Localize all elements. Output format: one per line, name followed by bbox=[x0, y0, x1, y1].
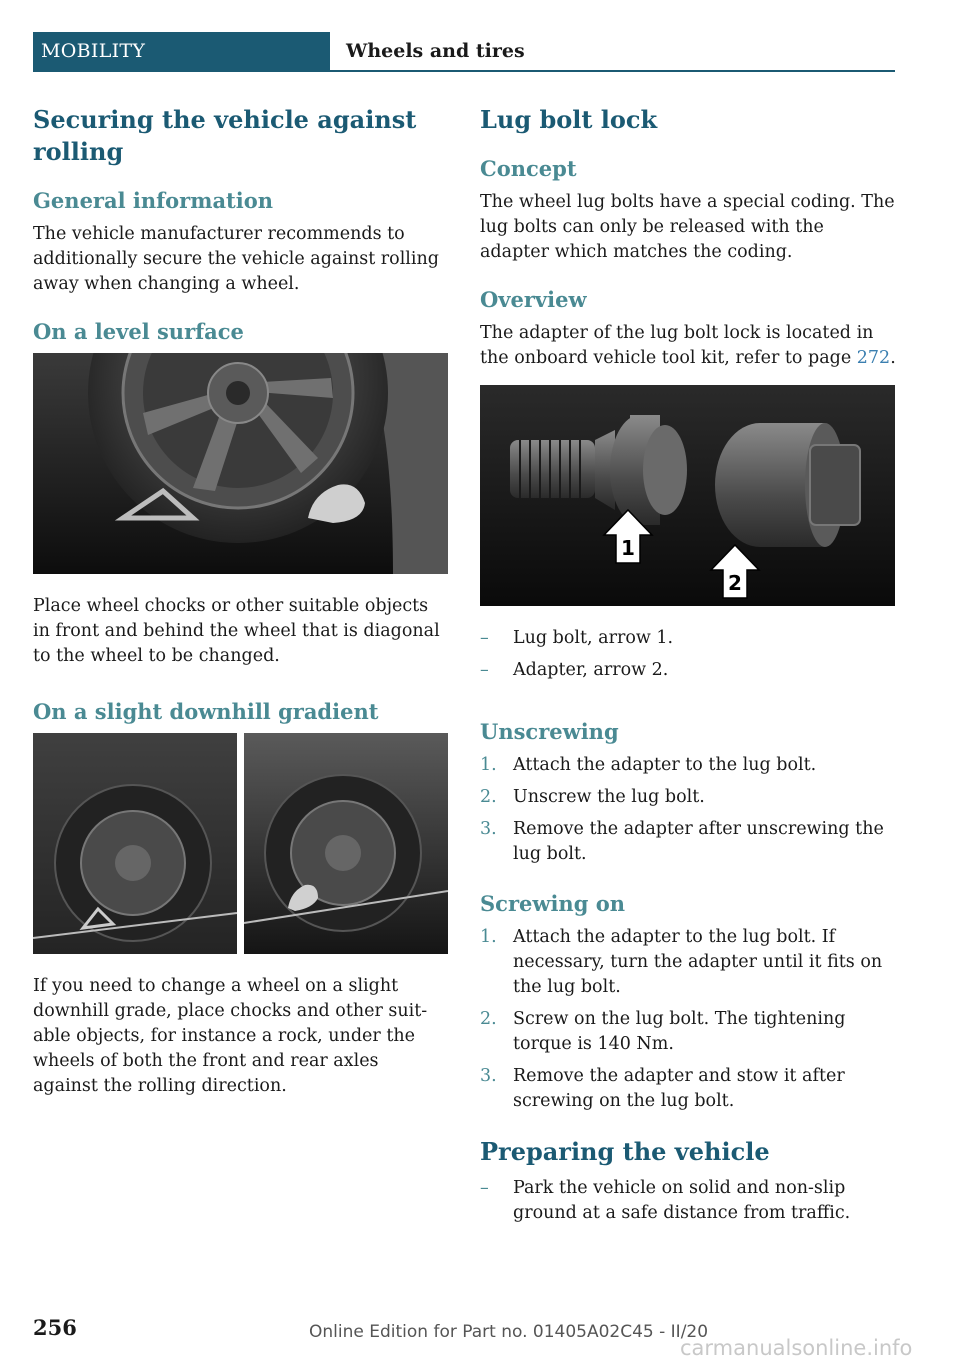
screwing-on-heading: Screwing on bbox=[480, 891, 625, 916]
lug-bolt-illustration bbox=[480, 385, 895, 606]
section-tab: MOBILITY bbox=[33, 32, 330, 70]
level-surface-text: Place wheel chocks or other suitable objects in front and behind the wheel that is diagonal to the wheel to be changed. bbox=[33, 596, 440, 666]
overview-text-end: . bbox=[890, 348, 896, 368]
downhill-text: If you need to change a wheel on a slight downhill grade, place chocks and other suitable objects, for instance a rock, under the wheels of both the front and rear axles against the rolling direction. bbox=[33, 976, 428, 1096]
list-item: – Adapter, arrow 2. bbox=[480, 660, 669, 680]
general-info-heading: General information bbox=[33, 188, 274, 213]
concept-text: The wheel lug bolts have a special coding. The lug bolts can only be released with the adapter which matches the coding. bbox=[480, 192, 895, 262]
securing-heading: Securing the vehicle against rolling bbox=[33, 105, 417, 166]
list-item: 3. Remove the adapter and stow it after screwing on the lug bolt. bbox=[480, 1066, 845, 1111]
watermark: carmanualsonline.info bbox=[680, 1336, 913, 1360]
header-divider bbox=[33, 70, 895, 72]
arrow-2-label: 2 bbox=[728, 571, 742, 595]
edition-footer: Online Edition for Part no. 01405A02C45 - II/20 bbox=[309, 1322, 709, 1342]
concept-heading: Concept bbox=[480, 156, 577, 181]
list-item: 2. Unscrew the lug bolt. bbox=[480, 787, 705, 807]
preparing-vehicle-heading: Preparing the vehicle bbox=[480, 1137, 770, 1166]
downhill-heading: On a slight downhill gradient bbox=[33, 699, 379, 724]
overview-list bbox=[480, 626, 896, 683]
unscrewing-steps bbox=[480, 753, 896, 867]
page-number: 256 bbox=[33, 1315, 77, 1340]
list-item: 1. Attach the adapter to the lug bolt. bbox=[480, 755, 817, 775]
list-item: 3. Remove the adapter after unscrewing the lug bolt. bbox=[480, 819, 884, 864]
lug-bolt-heading: Lug bolt lock bbox=[480, 105, 658, 134]
overview-text-body: The adapter of the lug bolt lock is located in the onboard vehicle tool kit, refer to page bbox=[480, 323, 874, 368]
list-item: – Park the vehicle on solid and non-slip ground at a safe distance from traffic. bbox=[480, 1178, 851, 1223]
level-surface-heading: On a level surface bbox=[33, 319, 244, 344]
left-column bbox=[33, 104, 449, 1119]
page-title: Wheels and tires bbox=[346, 40, 525, 62]
list-item: – Lug bolt, arrow 1. bbox=[480, 628, 674, 648]
general-info-text: The vehicle manufacturer recommends to additionally secure the vehicle against rolling away when changing a wheel. bbox=[33, 224, 439, 294]
list-item: 2. Screw on the lug bolt. The tightening torque is 140 Nm. bbox=[480, 1009, 846, 1054]
arrow-1-label: 1 bbox=[621, 536, 635, 560]
downhill-illustration bbox=[33, 733, 448, 954]
list-item: 1. Attach the adapter to the lug bolt. If necessary, turn the adapter until it fits on the lug bolt. bbox=[480, 927, 883, 997]
page-reference-link[interactable]: 272 bbox=[856, 348, 891, 368]
screwing-on-steps bbox=[480, 925, 896, 1114]
overview-text bbox=[480, 321, 896, 371]
right-column bbox=[480, 104, 896, 1248]
preparing-list bbox=[480, 1176, 896, 1226]
unscrewing-heading: Unscrewing bbox=[480, 719, 619, 744]
level-surface-illustration bbox=[33, 353, 448, 574]
overview-heading: Overview bbox=[480, 287, 587, 312]
